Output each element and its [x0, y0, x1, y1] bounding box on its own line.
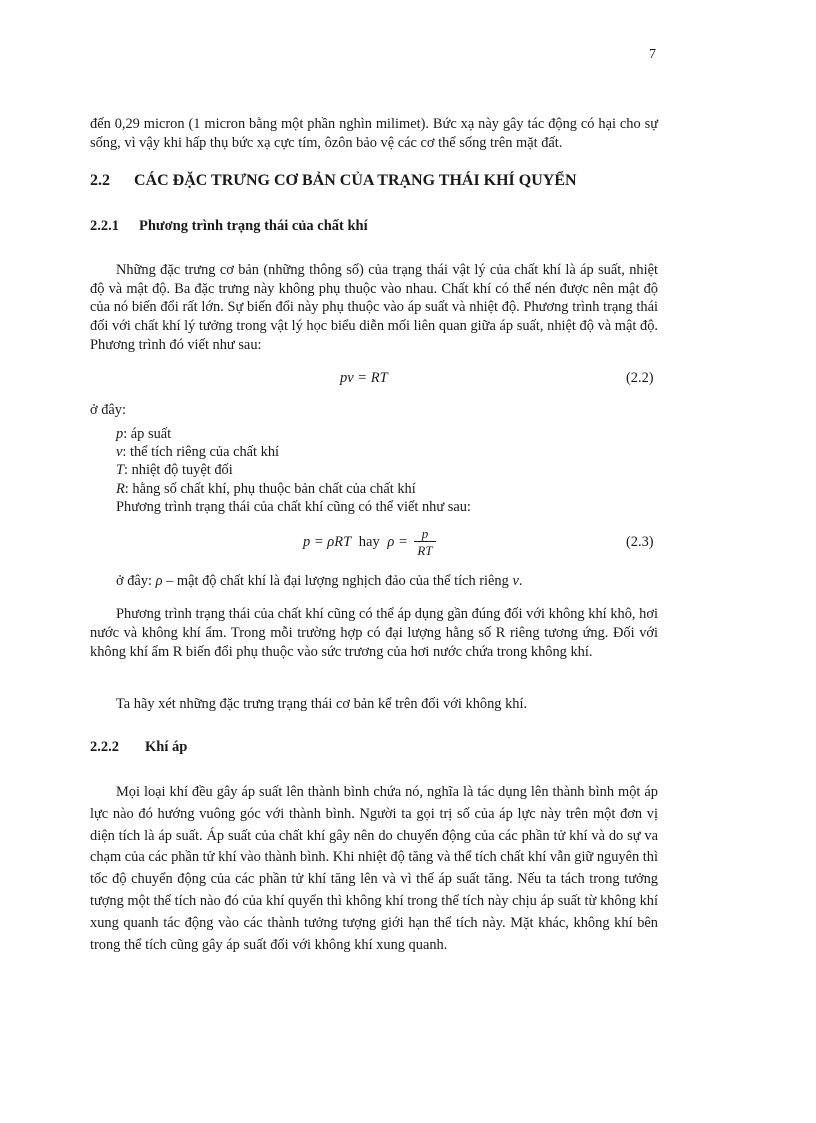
equation-2-3: [303, 526, 436, 559]
applicability-paragraph: Phương trình trạng thái của chất khí cũng có thể áp dụng gần đúng đối với không khí khô, hơi nước và không khí ẩm. Trong mỗi trường hợp có đại lượng hằng số R riêng tương ứng. Đối với không khí ẩm R biến đổi phụ thuộc vào sức trương của hơi nước chứa trong không khí.: [90, 606, 658, 660]
fraction-numerator: p: [414, 526, 435, 542]
subsection-heading-1: [90, 218, 368, 235]
variable-list: [116, 425, 471, 516]
equation-2-2: pv = RT: [340, 370, 388, 386]
state-equation-paragraph: Những đặc trưng cơ bản (những thông số) của trạng thái vật lý của chất khí là áp suất, nhiệt độ và mật độ. Ba đặc trưng này không phụ thuộc vào nhau. Chất khí có thể nén được nên mật độ của nó biến đổi rất lớn. Sự biến đổi này phụ thuộc vào áp suất và nhiệt độ. Phương trình trạng thái đối với chất khí lý tưởng trong vật lý học biểu diễn mối liên quan giữa áp suất, nhiệt độ và mật độ. Phương trình đó viết như sau:: [90, 262, 658, 353]
variable-item: [116, 461, 471, 479]
where-label: ở đây:: [90, 402, 126, 418]
subsection-number-2: 2.2.2: [90, 739, 119, 755]
variable-symbol: T: [116, 462, 125, 479]
variable-desc: : áp suất: [123, 426, 172, 442]
rho-def-var: v: [512, 573, 519, 589]
variable-desc: : thể tích riêng của chất khí: [122, 444, 280, 461]
rho-def-end: .: [518, 573, 523, 589]
variable-item: [116, 480, 471, 498]
alt-form-text: Phương trình trạng thái của chất khí cũng có thể viết như sau:: [116, 498, 471, 515]
variable-symbol: v: [116, 444, 123, 461]
variable-symbol: p: [116, 426, 124, 442]
equation-2-3-left: p = ρRT: [303, 533, 352, 550]
subsection-number-1: 2.2.1: [90, 218, 119, 234]
rho-def-text: – mật độ chất khí là đại lượng nghịch đảo của thể tích riêng: [166, 573, 509, 589]
section-heading: [90, 172, 577, 190]
variable-desc: : hằng số chất khí, phụ thuộc bản chất của chất khí: [124, 480, 416, 497]
fraction-denominator: RT: [417, 543, 433, 558]
rho-def-prefix: ở đây:: [116, 573, 152, 589]
subsection-title-1: Phương trình trạng thái của chất khí: [139, 218, 368, 234]
equation-2-3-rho: ρ =: [387, 533, 408, 550]
equation-2-2-label: (2.2): [626, 370, 654, 386]
transition-paragraph: Ta hãy xét những đặc trưng trạng thái cơ bản kể trên đối với không khí.: [116, 696, 528, 712]
section-number: 2.2: [90, 172, 110, 189]
variable-item: [116, 425, 471, 443]
page-number: 7: [649, 47, 656, 62]
rho-symbol: ρ: [155, 573, 163, 589]
variable-desc: : nhiệt độ tuyệt đối: [124, 462, 233, 479]
variable-symbol: R: [116, 480, 125, 497]
equation-2-3-connector: hay: [358, 533, 380, 550]
intro-paragraph: đến 0,29 micron (1 micron bằng một phần nghìn milimet). Bức xạ này gây tác động có hại cho sự sống, vì vậy khi hấp thụ bức xạ cực tím, ôzôn bảo vệ các cơ thể sống trên mặt đất.: [90, 116, 658, 151]
subsection-heading-2: [90, 739, 187, 756]
rho-definition: [116, 572, 522, 591]
subsection-title-2: Khí áp: [145, 739, 188, 755]
pressure-paragraph: Mọi loại khí đều gây áp suất lên thành bình chứa nó, nghĩa là tác dụng lên thành bình một áp lực nào đó hướng vuông góc với thành bình. Người ta gọi trị số của áp lực này trên một đơn vị diện tích là áp suất. Áp suất của chất khí gây nên do chuyển động của các phần tử khí và do sự va chạm của các phần tử khí vào thành bình. Khi nhiệt độ tăng và thể tích chất khí vẫn giữ nguyên thì tốc độ chuyển động của các phần tử khí tăng lên và vì thế áp suất tăng. Nếu ta tách trong tưởng tượng một thể tích nào đó của khí quyển thì không khí trong thể tích này chịu áp suất từ không khí xung quanh tác động vào các thành tưởng tượng giới hạn thể tích này. Mặt khác, không khí bên trong thể tích cũng gây áp suất đối với không khí xung quanh.: [90, 784, 658, 953]
fraction: [414, 526, 435, 559]
equation-2-3-label: (2.3): [626, 534, 654, 550]
section-title: CÁC ĐẶC TRƯNG CƠ BẢN CỦA TRẠNG THÁI KHÍ QUYỂN: [134, 172, 577, 189]
variable-item: [116, 443, 471, 461]
